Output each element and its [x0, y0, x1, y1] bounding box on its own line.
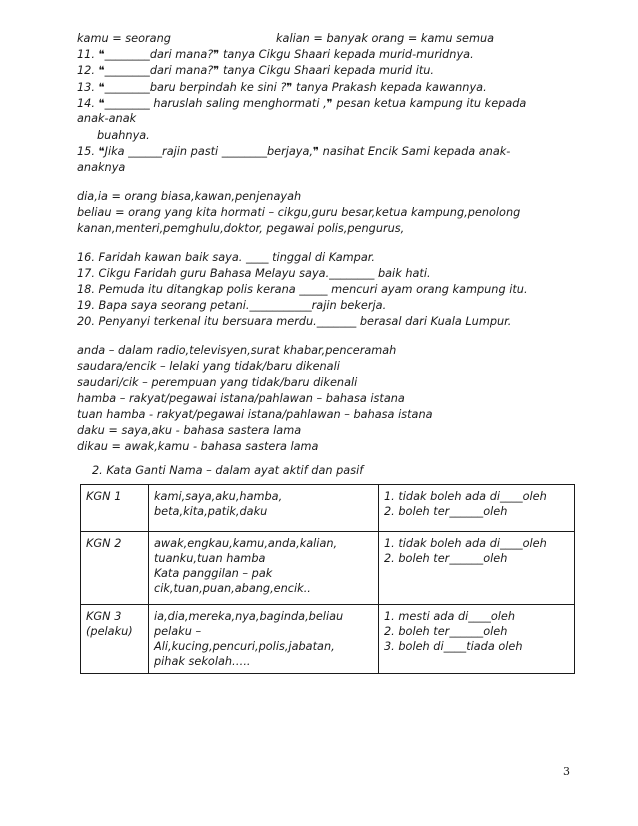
table-row: [81, 485, 575, 532]
kgn-label-cell: [81, 532, 149, 605]
exercise-15-cont: anaknya: [77, 161, 126, 174]
exercise-20: 20. Penyanyi terkenal itu bersuara merdu._______ berasal dari Kuala Lumpur.: [77, 315, 512, 328]
note-daku: daku = saya,aku - bahasa sastera lama: [77, 424, 302, 437]
note-anda: anda – dalam radio,televisyen,surat khabar,penceramah: [77, 344, 397, 357]
exercise-14: 14. ❝________ haruslah saling menghormati ,❞ pesan ketua kampung itu kepada: [77, 97, 527, 110]
note-dia-ia: dia,ia = orang biasa,kawan,penjenayah: [77, 190, 302, 203]
kgn-words-line: ia,dia,mereka,nya,baginda,beliau: [154, 610, 344, 623]
exercise-14-cont2: buahnya.: [97, 129, 150, 142]
exercise-13: 13. ❝________baru berpindah ke sini ?❞ tanya Prakash kepada kawannya.: [77, 81, 487, 94]
note-saudara: saudara/encik – lelaki yang tidak/baru dikenali: [77, 360, 340, 373]
note-beliau: beliau = orang yang kita hormati – cikgu,guru besar,ketua kampung,penolong: [77, 206, 521, 219]
kgn-words-line: kami,saya,aku,hamba,: [154, 490, 283, 503]
line-kamu: kamu = seorang: [77, 32, 171, 45]
kgn-label: KGN 3: [86, 610, 122, 623]
note-dikau: dikau = awak,kamu - bahasa sastera lama: [77, 440, 319, 453]
kgn-rule: 2. boleh ter______oleh: [384, 505, 508, 518]
kgn-label: KGN 2: [86, 537, 122, 550]
kgn-table: [80, 484, 575, 674]
exercise-15: 15. ❝Jika ______rajin pasti ________berjaya,❞ nasihat Encik Sami kepada anak-: [77, 145, 511, 158]
exercise-19: 19. Bapa saya seorang petani.___________rajin bekerja.: [77, 299, 387, 312]
kgn-words-line: cik,tuan,puan,abang,encik..: [154, 582, 311, 595]
table-row: [81, 605, 575, 674]
line-kalian: kalian = banyak orang = kamu semua: [276, 32, 495, 45]
exercise-17: 17. Cikgu Faridah guru Bahasa Melayu saya.________ baik hati.: [77, 267, 431, 280]
section-heading: 2. Kata Ganti Nama – dalam ayat aktif dan pasif: [92, 464, 364, 477]
kgn-words-cell: [149, 532, 379, 605]
kgn-label: KGN 1: [86, 490, 122, 503]
kgn-rules-cell: [379, 532, 575, 605]
kgn-words-cell: [149, 485, 379, 532]
kgn-rules-cell: [379, 485, 575, 532]
kgn-label-cell: [81, 485, 149, 532]
kgn-rule: 3. boleh di____tiada oleh: [384, 640, 523, 653]
exercise-18: 18. Pemuda itu ditangkap polis kerana _____ mencuri ayam orang kampung itu.: [77, 283, 528, 296]
kgn-label-cell: [81, 605, 149, 674]
kgn-rule: 1. tidak boleh ada di____oleh: [384, 537, 547, 550]
kgn-rule: 2. boleh ter______oleh: [384, 552, 508, 565]
kgn-words-line: Kata panggilan – pak: [154, 567, 273, 580]
kgn-words-line: Ali,kucing,pencuri,polis,jabatan,: [154, 640, 335, 653]
kgn-label-sub: (pelaku): [86, 625, 133, 638]
kgn-words-line: tuanku,tuan hamba: [154, 552, 266, 565]
kgn-rules-cell: [379, 605, 575, 674]
note-saudari: saudari/cik – perempuan yang tidak/baru dikenali: [77, 376, 358, 389]
kgn-words-cell: [149, 605, 379, 674]
kgn-words-line: pihak sekolah…..: [154, 655, 251, 668]
kgn-words-line: pelaku –: [154, 625, 202, 638]
note-tuan-hamba: tuan hamba - rakyat/pegawai istana/pahlawan – bahasa istana: [77, 408, 433, 421]
exercise-11: 11. ❝________dari mana?❞ tanya Cikgu Shaari kepada murid-muridnya.: [77, 48, 474, 61]
kgn-rule: 1. mesti ada di____oleh: [384, 610, 516, 623]
note-hamba: hamba – rakyat/pegawai istana/pahlawan – bahasa istana: [77, 392, 405, 405]
kgn-words-line: beta,kita,patik,daku: [154, 505, 268, 518]
kgn-rule: 1. tidak boleh ada di____oleh: [384, 490, 547, 503]
kgn-words-line: awak,engkau,kamu,anda,kalian,: [154, 537, 338, 550]
note-beliau-cont: kanan,menteri,pemghulu,doktor, pegawai polis,pengurus,: [77, 222, 405, 235]
exercise-14-cont: anak-anak: [77, 112, 137, 125]
table-row: [81, 532, 575, 605]
exercise-12: 12. ❝________dari mana?❞ tanya Cikgu Shaari kepada murid itu.: [77, 64, 435, 77]
page-number: 3: [563, 765, 570, 778]
kgn-rule: 2. boleh ter______oleh: [384, 625, 508, 638]
exercise-16: 16. Faridah kawan baik saya. ____ tinggal di Kampar.: [77, 251, 375, 264]
